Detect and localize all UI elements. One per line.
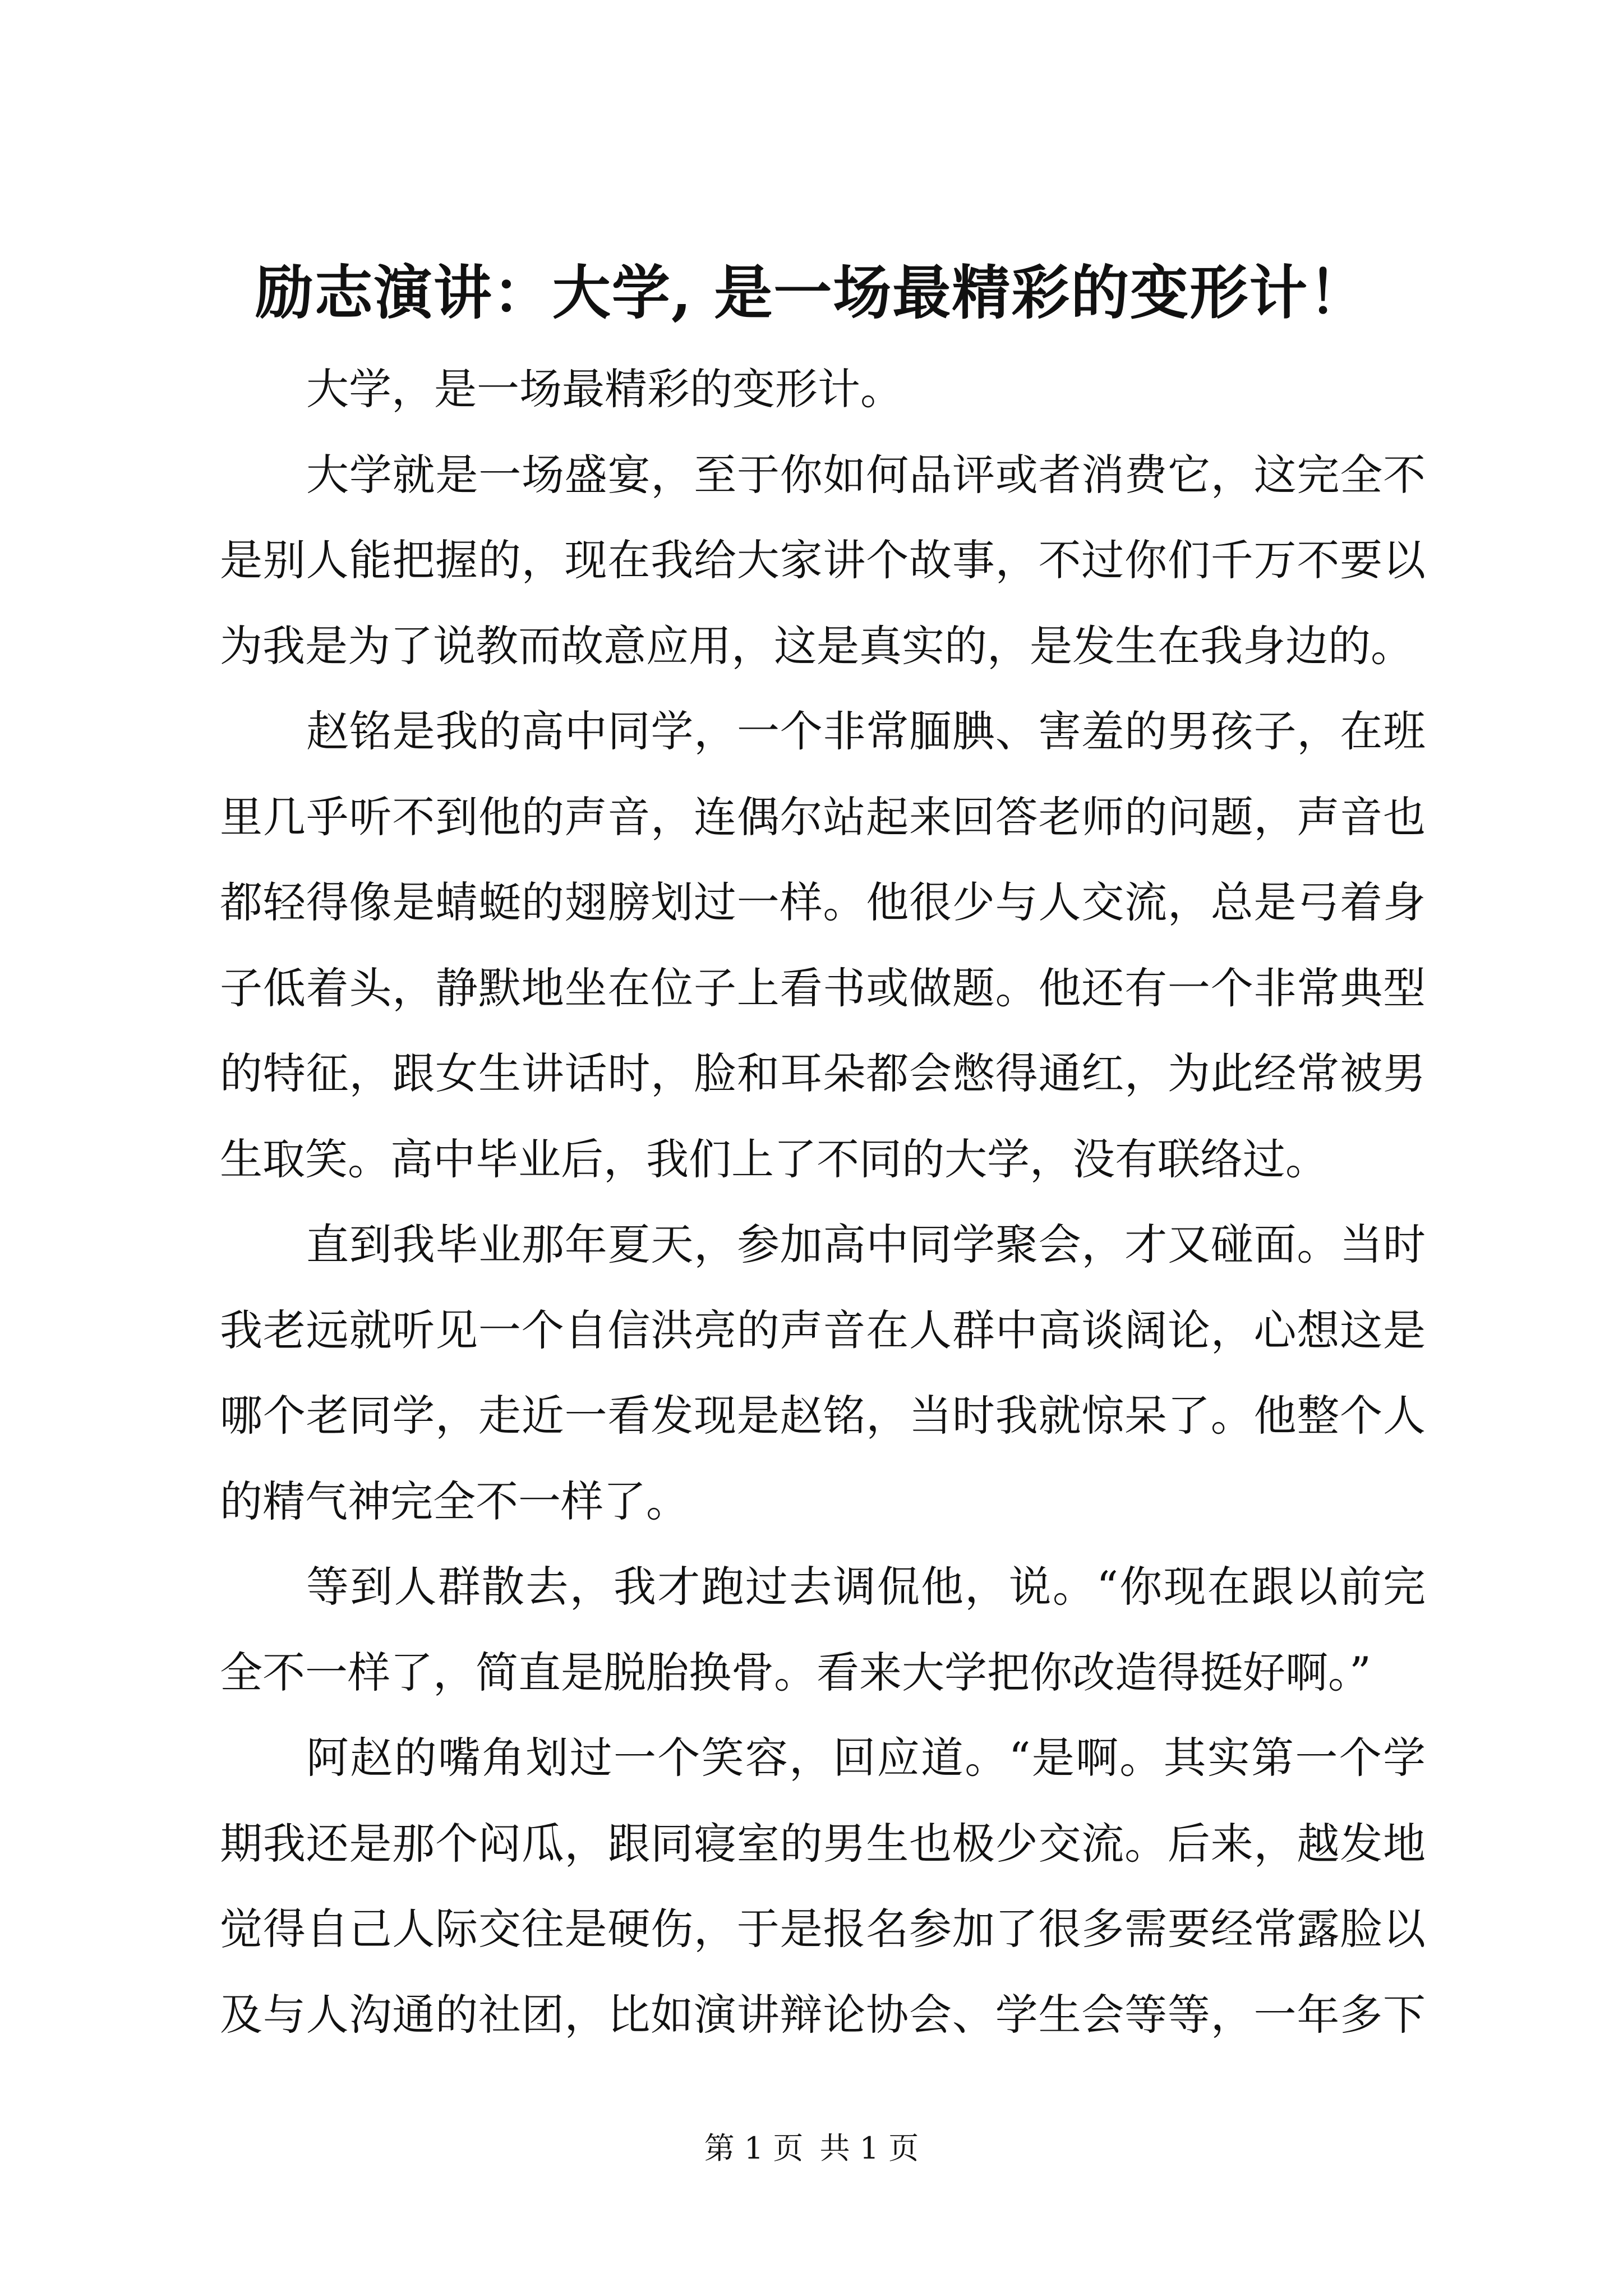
text-line: 的精气神完全不一样了。 <box>220 1476 689 1526</box>
text-line: 觉得自己人际交往是硬伤，于是报名参加了很多需要经常露脸以 <box>220 1904 1426 1954</box>
document-body <box>220 347 1426 2058</box>
page-total: 共 1 页 <box>819 2131 919 2166</box>
text-line: 期我还是那个闷瓜，跟同寝室的男生也极少交流。后来，越发地 <box>220 1818 1426 1869</box>
text-line: 直到我毕业那年夏天，参加高中同学聚会，才又碰面。当时 <box>306 1220 1426 1269</box>
text-line: 哪个老同学，走近一看发现是赵铭，当时我就惊呆了。他整个人 <box>220 1391 1426 1441</box>
text-line: 我老远就听见一个自信洪亮的声音在人群中高谈阔论，心想这是 <box>220 1305 1426 1355</box>
page-footer <box>0 2129 1623 2168</box>
text-line: 为我是为了说教而故意应用，这是真实的，是发生在我身边的。 <box>220 620 1413 671</box>
text-line: 里几乎听不到他的声音，连偶尔站起来回答老师的问题，声音也 <box>220 792 1426 842</box>
text-line: 阿赵的嘴角划过一个笑容，回应道。“是啊。其实第一个学 <box>306 1733 1426 1783</box>
text-line: 及与人沟通的社团，比如演讲辩论协会、学生会等等，一年多下 <box>220 1989 1426 2040</box>
text-line: 等到人群散去，我才跑过去调侃他，说。“你现在跟以前完 <box>306 1562 1426 1612</box>
text-line: 大学就是一场盛宴，至于你如何品评或者消费它，这完全不 <box>306 449 1426 500</box>
text-line: 赵铭是我的高中同学，一个非常腼腆、害羞的男孩子，在班 <box>306 706 1426 756</box>
text-line: 全不一样了，简直是脱胎换骨。看来大学把你改造得挺好啊。” <box>220 1647 1371 1697</box>
text-line: 大学，是一场最精彩的变形计。 <box>306 364 903 414</box>
text-line: 都轻得像是蜻蜓的翅膀划过一样。他很少与人交流，总是弓着身 <box>220 877 1426 927</box>
text-line: 是别人能把握的，现在我给大家讲个故事，不过你们千万不要以 <box>220 535 1426 585</box>
text-line: 生取笑。高中毕业后，我们上了不同的大学，没有联络过。 <box>220 1134 1328 1184</box>
page-number: 第 1 页 <box>704 2131 804 2166</box>
text-line: 子低着头，静默地坐在位子上看书或做题。他还有一个非常典型 <box>220 963 1426 1013</box>
document-title: 励志演讲：大学, 是一场最精彩的变形计！ <box>255 258 1368 327</box>
text-line: 的特征，跟女生讲话时，脸和耳朵都会憋得通红，为此经常被男 <box>220 1048 1426 1098</box>
